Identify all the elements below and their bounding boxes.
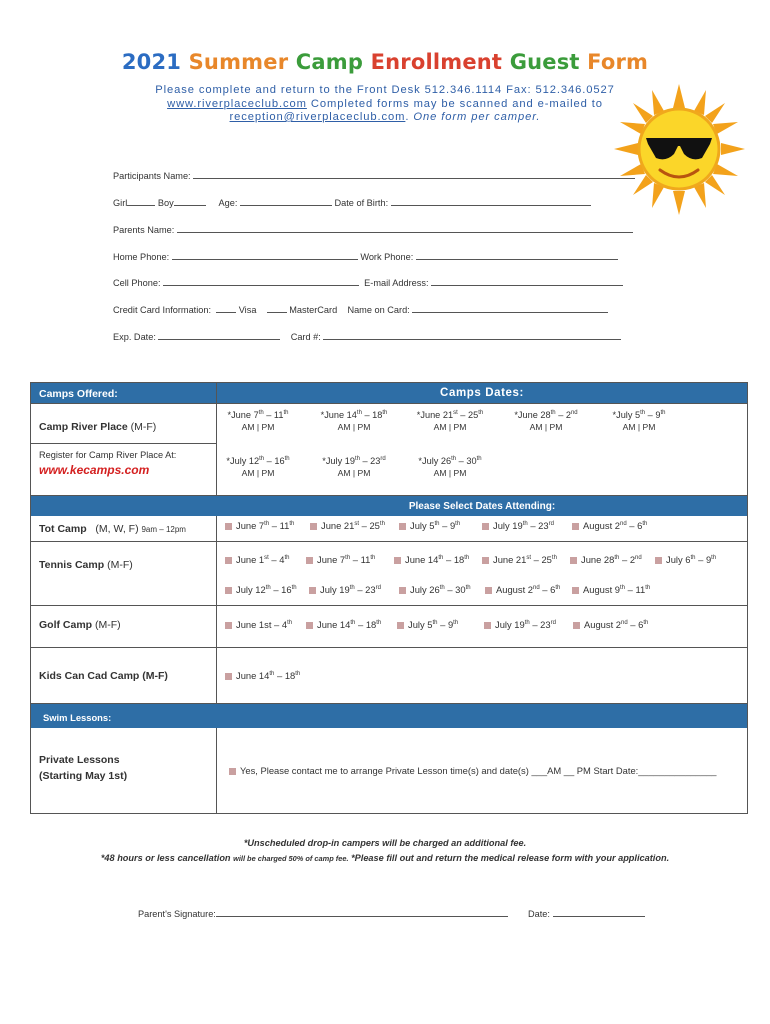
- date-option[interactable]: June 14th – 18th: [306, 619, 381, 630]
- date-option[interactable]: June 14th – 18th: [394, 554, 469, 565]
- am-pm-choice[interactable]: AM | PM: [433, 468, 467, 478]
- camps-offered-heading: Camps Offered:: [39, 388, 118, 400]
- date-option[interactable]: June 21st – 25th: [482, 554, 557, 565]
- private-lessons-label: Private Lessons: [39, 754, 120, 766]
- river-week-option[interactable]: *June 21st – 25th AM | PM: [405, 410, 495, 432]
- camp-river-place-label: Camp River Place (M-F): [39, 421, 157, 433]
- date-option[interactable]: June 14th – 18th: [225, 670, 300, 681]
- checkbox-icon[interactable]: [399, 523, 406, 530]
- boy-field[interactable]: [174, 197, 206, 206]
- home-phone-label: Home Phone:: [113, 252, 170, 262]
- website-link[interactable]: www.riverplaceclub.com: [167, 98, 307, 110]
- checkbox-icon[interactable]: [572, 587, 579, 594]
- mastercard-label: MasterCard: [289, 305, 338, 315]
- credit-card-label: Credit Card Information:: [113, 305, 212, 315]
- kids-camp-label: Kids Can Cad Camp (M-F): [39, 670, 168, 682]
- date-option[interactable]: August 2nd – 6th: [485, 584, 560, 595]
- title-part: Enrollment: [370, 50, 510, 74]
- checkbox-icon[interactable]: [306, 557, 313, 564]
- dob-label: Date of Birth:: [334, 198, 389, 208]
- email-label: E-mail Address:: [364, 278, 429, 288]
- river-week-option[interactable]: *July 26th – 30th AM | PM: [405, 456, 495, 478]
- form-title: [0, 50, 770, 74]
- title-part: 2021: [121, 50, 189, 74]
- credit-card-row: [113, 304, 608, 315]
- cancellation-note-a: *48 hours or less cancellation: [100, 853, 234, 863]
- cell-phone-label: Cell Phone:: [113, 278, 161, 288]
- table-divider: [31, 443, 217, 444]
- starting-date-label: (Starting May 1st): [39, 770, 128, 782]
- checkbox-icon[interactable]: [399, 587, 406, 594]
- date-option[interactable]: June 1st – 4th: [225, 619, 292, 630]
- parents-name-label: Parents Name:: [113, 225, 175, 235]
- date-field[interactable]: [528, 908, 645, 919]
- date-option[interactable]: July 12th – 16th: [225, 584, 297, 595]
- checkbox-icon[interactable]: [655, 557, 662, 564]
- date-option[interactable]: June 28th – 2nd: [570, 554, 642, 565]
- contact-line: Please complete and return to the Front Desk 512.346.1114 Fax: 512.346.0527: [155, 84, 615, 96]
- boy-label: Boy: [157, 198, 174, 208]
- checkbox-icon[interactable]: [225, 557, 232, 564]
- phone-row: [113, 251, 618, 262]
- camps-table: [30, 382, 748, 814]
- sun-with-sunglasses-icon: [612, 82, 747, 217]
- golf-camp-label: Golf Camp (M-F): [39, 619, 121, 631]
- tennis-camp-label: Tennis Camp (M-F): [39, 559, 133, 571]
- am-pm-choice[interactable]: AM | PM: [433, 422, 467, 432]
- cancellation-note-c: *Please fill out and return the medical release form with your application.: [348, 853, 670, 863]
- title-part: Camp: [295, 50, 371, 74]
- cell-phone-field[interactable]: [163, 277, 359, 286]
- checkbox-icon[interactable]: [229, 768, 236, 775]
- table-divider: [31, 605, 747, 606]
- swim-lessons-heading: Swim Lessons:: [43, 712, 112, 723]
- age-field[interactable]: [240, 197, 332, 206]
- checkbox-icon[interactable]: [572, 523, 579, 530]
- checkbox-icon[interactable]: [225, 673, 232, 680]
- cell-email-row: [113, 277, 623, 288]
- card-number-label: Card #:: [290, 332, 321, 342]
- cancellation-note: [0, 853, 770, 863]
- name-on-card-field[interactable]: [412, 304, 608, 313]
- date-option[interactable]: August 2nd – 6th: [572, 520, 647, 531]
- exp-date-field[interactable]: [158, 331, 280, 340]
- gender-age-row: [113, 197, 591, 208]
- card-number-field[interactable]: [323, 331, 621, 340]
- name-on-card-label: Name on Card:: [347, 305, 410, 315]
- parents-name-field[interactable]: [113, 224, 633, 235]
- swim-lessons-bar: [31, 704, 747, 728]
- checkbox-icon[interactable]: [306, 622, 313, 629]
- checkbox-icon[interactable]: [225, 523, 232, 530]
- email-field[interactable]: [431, 277, 623, 286]
- date-option[interactable]: August 9th – 11th: [572, 584, 650, 595]
- checkbox-icon[interactable]: [570, 557, 577, 564]
- visa-label: Visa: [238, 305, 257, 315]
- email-line-sep: .: [405, 111, 414, 123]
- date-option[interactable]: July 5th – 9th: [399, 520, 460, 531]
- title-part: Summer: [188, 50, 296, 74]
- camps-dates-heading: Camps Dates:: [440, 387, 524, 399]
- kecamps-link[interactable]: www.kecamps.com: [39, 463, 150, 477]
- checkbox-icon[interactable]: [309, 587, 316, 594]
- email-link[interactable]: reception@riverplaceclub.com: [229, 111, 406, 123]
- parent-signature-label: Parent's Signature:: [138, 909, 216, 919]
- dropin-note: *Unscheduled drop-in campers will be charged an additional fee.: [243, 838, 527, 848]
- participant-name-field[interactable]: [113, 170, 635, 181]
- am-pm-choice[interactable]: AM | PM: [337, 468, 371, 478]
- title-part: Guest: [509, 50, 588, 74]
- tot-camp-label: Tot Camp (M, W, F) 9am – 12pm: [39, 523, 186, 535]
- work-phone-field[interactable]: [416, 251, 618, 260]
- girl-label: Girl: [113, 198, 128, 208]
- select-dates-heading: Please Select Dates Attending:: [408, 501, 556, 512]
- table-divider: [31, 647, 747, 648]
- checkbox-icon[interactable]: [484, 622, 491, 629]
- am-pm-choice[interactable]: AM | PM: [529, 422, 563, 432]
- date-option[interactable]: June 7th – 11th: [306, 554, 375, 565]
- river-week-option[interactable]: *July 5th – 9th AM | PM: [594, 410, 684, 432]
- home-phone-field[interactable]: [172, 251, 358, 260]
- one-form-note: One form per camper.: [413, 111, 541, 123]
- participant-name-label: Participants Name:: [113, 171, 191, 181]
- date-option[interactable]: June 21st – 25th: [310, 520, 385, 531]
- cancellation-note-b: will be charged 50% of camp fee.: [233, 854, 349, 863]
- date-option[interactable]: July 26th – 30th: [399, 584, 471, 595]
- river-week-option[interactable]: *July 19th – 23rd AM | PM: [309, 456, 399, 478]
- table-divider: [31, 541, 747, 542]
- checkbox-icon[interactable]: [573, 622, 580, 629]
- river-week-option[interactable]: *June 14th – 18th AM | PM: [309, 410, 399, 432]
- exp-date-label: Exp. Date:: [113, 332, 156, 342]
- checkbox-icon[interactable]: [225, 622, 232, 629]
- parent-signature-field[interactable]: [138, 908, 508, 919]
- work-phone-label: Work Phone:: [360, 252, 414, 262]
- date-label: Date:: [528, 909, 550, 919]
- table-column-divider: [216, 383, 217, 813]
- mastercard-field[interactable]: [267, 304, 287, 313]
- visa-field[interactable]: [216, 304, 236, 313]
- date-option[interactable]: July 5th – 9th: [397, 619, 458, 630]
- private-lessons-text: Yes, Please contact me to arrange Private Lesson time(s) and date(s) ___AM __ PM Start Date:_______________: [240, 765, 717, 776]
- exp-card-row: [113, 331, 621, 342]
- am-pm-choice[interactable]: AM | PM: [337, 422, 371, 432]
- date-option[interactable]: July 19th – 23rd: [482, 520, 554, 531]
- river-week-option[interactable]: *June 7th – 11th AM | PM: [213, 410, 303, 432]
- am-pm-choice[interactable]: AM | PM: [241, 468, 275, 478]
- checkbox-icon[interactable]: [482, 557, 489, 564]
- checkbox-icon[interactable]: [394, 557, 401, 564]
- river-week-option[interactable]: *June 28th – 2nd AM | PM: [501, 410, 591, 432]
- website-line-text: Completed forms may be scanned and e-mailed to: [306, 98, 603, 110]
- date-option[interactable]: July 19th – 23rd: [309, 584, 381, 595]
- am-pm-choice[interactable]: AM | PM: [241, 422, 275, 432]
- checkbox-icon[interactable]: [225, 587, 232, 594]
- private-lessons-option[interactable]: [229, 765, 717, 776]
- date-option[interactable]: July 6th – 9th: [655, 554, 716, 565]
- girl-field[interactable]: [127, 197, 155, 206]
- date-option[interactable]: August 2nd – 6th: [573, 619, 648, 630]
- river-week-option[interactable]: *July 12th – 16th AM | PM: [213, 456, 303, 478]
- title-part: Form: [587, 50, 649, 74]
- table-divider: [31, 403, 747, 404]
- checkbox-icon[interactable]: [485, 587, 492, 594]
- date-option[interactable]: June 1st – 4th: [225, 554, 289, 565]
- age-label: Age:: [218, 198, 238, 208]
- date-option[interactable]: July 19th – 23rd: [484, 619, 556, 630]
- dob-field[interactable]: [391, 197, 591, 206]
- checkbox-icon[interactable]: [482, 523, 489, 530]
- checkbox-icon[interactable]: [397, 622, 404, 629]
- register-label: Register for Camp River Place At:: [39, 450, 177, 460]
- checkbox-icon[interactable]: [310, 523, 317, 530]
- am-pm-choice[interactable]: AM | PM: [622, 422, 656, 432]
- date-option[interactable]: June 7th – 11th: [225, 520, 294, 531]
